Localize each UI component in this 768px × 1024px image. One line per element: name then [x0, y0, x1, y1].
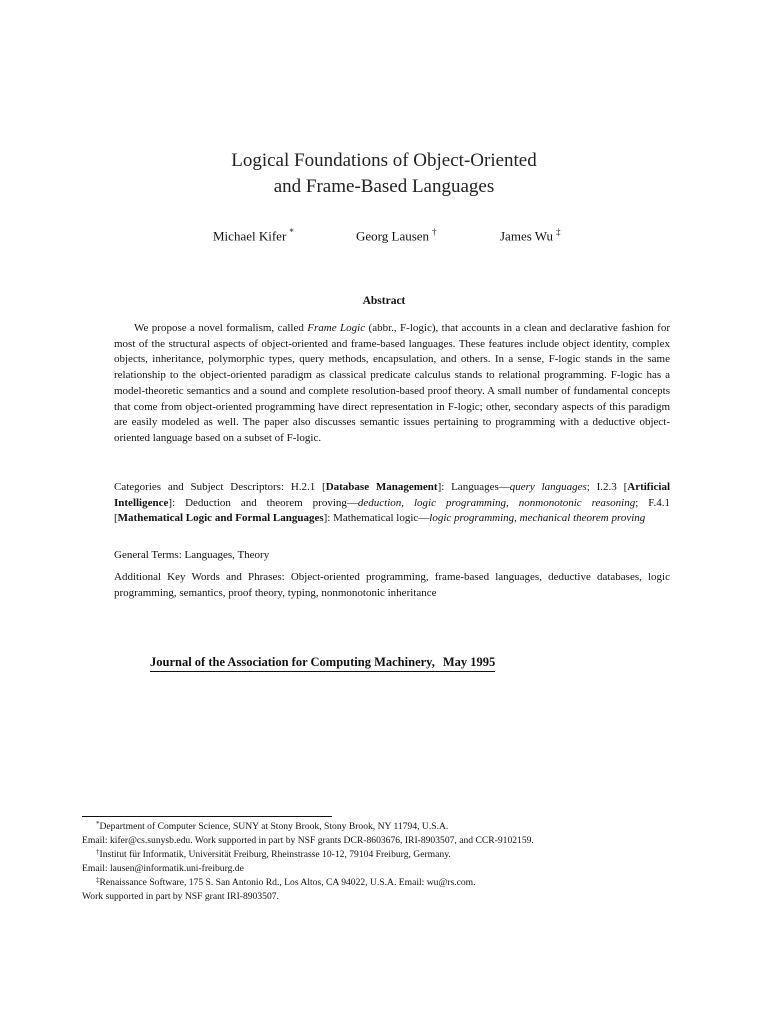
subject-descriptors: Categories and Subject Descriptors: H.2.1 [Database Management]: Languages—query languages; I.2.3 [Artificial Intelligence]: Deduction and theorem proving—deduction, logic programming, nonmonotonic reasoning; F.4.1 [Mathematical Logic and Formal Languages]: Mathematical logic—logic programming, mechanical theorem proving — [114, 481, 671, 525]
author-footnote-mark: * — [289, 227, 294, 237]
abstract-heading: Abstract — [362, 295, 406, 307]
general-terms: General Terms: Languages, Theory — [114, 549, 270, 561]
footnote-divider — [82, 816, 332, 817]
author-kifer: Michael Kifer * — [213, 227, 294, 244]
author-wu: James Wu ‡ — [500, 227, 561, 244]
author-lausen: Georg Lausen † — [356, 227, 437, 244]
frame-logic-term: Frame Logic — [307, 322, 366, 334]
descriptor-artificial-intelligence: Artificial Intelligence — [114, 481, 671, 509]
descriptor-database-management: Database Management — [325, 481, 438, 493]
journal-name: Journal of the Association for Computing Machinery, — [150, 655, 435, 669]
footnote-lausen-email: Email: lausen@informatik.uni-freiburg.de — [82, 863, 244, 875]
footnote-wu-support: Work supported in part by NSF grant IRI-8903507. — [82, 891, 279, 903]
footnote-lausen-affiliation: †Institut für Informatik, Universität Freiburg, Rheinstrasse 10-12, 79104 Freiburg, Germany. — [96, 848, 451, 861]
author-list — [0, 227, 768, 247]
footnotes — [82, 820, 682, 905]
footnote-kifer-affiliation: *Department of Computer Science, SUNY at Stony Brook, Stony Brook, NY 11794, U.S.A. — [96, 820, 449, 832]
title-line-1: Logical Foundations of Object-Oriented — [231, 150, 537, 171]
journal-date: May 1995 — [442, 655, 496, 669]
paper-title — [0, 148, 768, 200]
author-footnote-mark: ‡ — [556, 227, 561, 237]
journal-citation — [150, 655, 495, 672]
author-footnote-mark: † — [432, 227, 437, 237]
keywords: Additional Key Words and Phrases: Object-oriented programming, frame-based languages, deductive databases, logic programming, semantics, proof theory, typing, nonmonotonic inheritance — [114, 571, 670, 599]
descriptor-mathematical-logic: Mathematical Logic and Formal Languages — [117, 512, 324, 525]
footnote-wu-affiliation: ‡Renaissance Software, 175 S. San Antonio Rd., Los Altos, CA 94022, U.S.A. Email: wu@rs.com. — [96, 876, 476, 889]
footnote-kifer-email: Email: kifer@cs.sunysb.edu. Work supported in part by NSF grants DCR-8603676, IRI-8903507, and CCR-9102159. — [82, 835, 534, 847]
abstract-text: We propose a novel formalism, called Frame Logic (abbr., F-logic), that accounts in a clean and declarative fashion for most of the structural aspects of object-oriented and frame-based languages. These features include object identity, complex objects, inheritance, polymorphic types, query methods, encapsulation, and others. In a sense, F-logic stands in the same relationship to the object-oriented paradigm as classical predicate calculus stands to relational programming. F-logic has a model-theoretic semantics and a sound and complete resolution-based proof theory. A small number of fundamental concepts that come from object-oriented programming have direct representation in F-logic; other, secondary aspects of this paradigm are easily modeled as well. The paper also discusses semantic issues pertaining to programming with a deductive object-oriented language based on a subset of F-logic. — [114, 322, 670, 444]
title-line-2: and Frame-Based Languages — [273, 176, 495, 197]
